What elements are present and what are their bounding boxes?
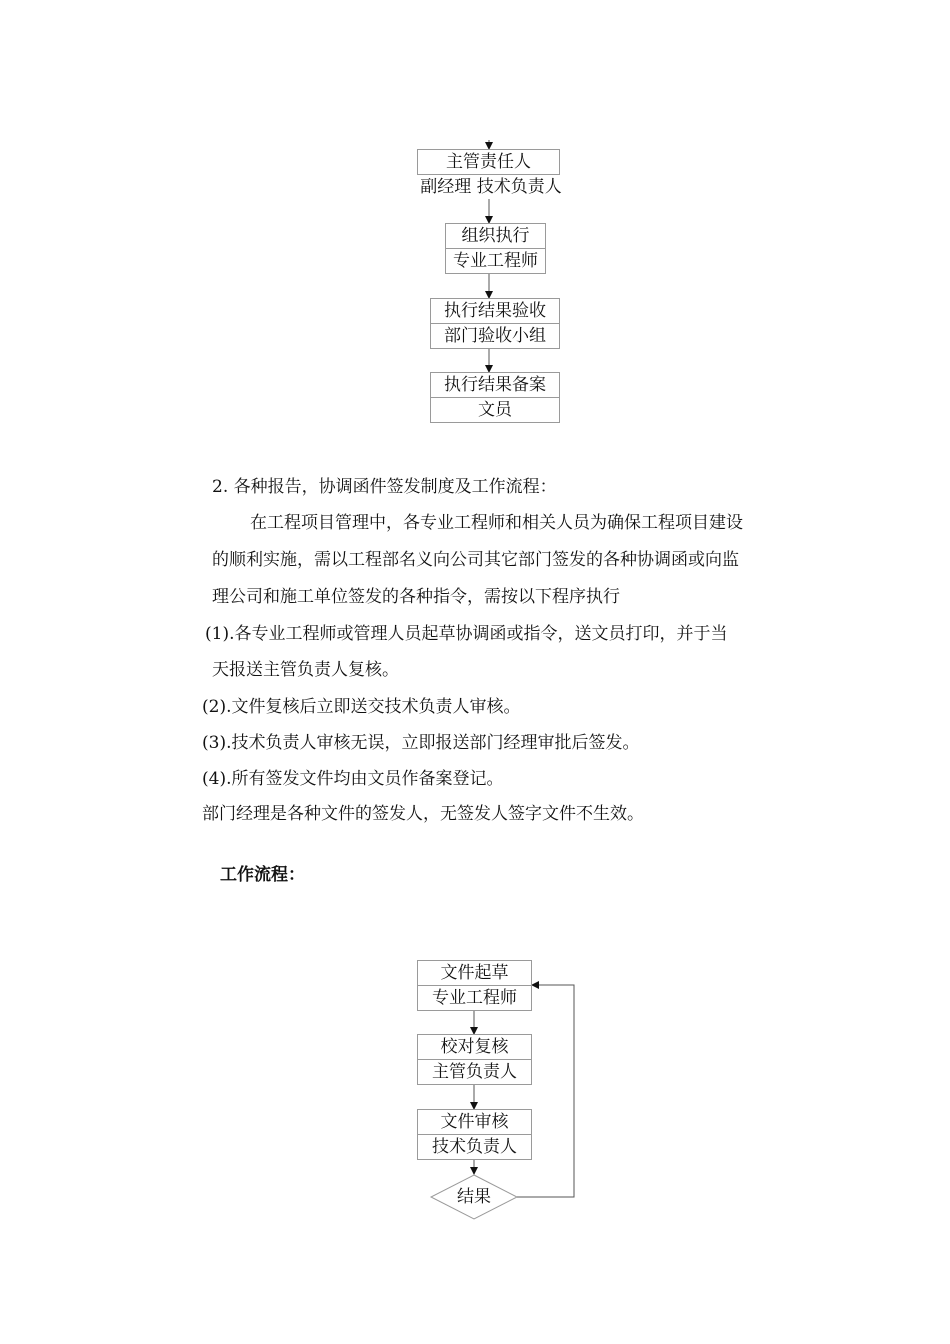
box-title: 文件起草	[440, 963, 509, 983]
box-title: 执行结果备案	[444, 375, 546, 395]
flow2-box-check	[417, 1034, 532, 1085]
decision-label: 结果	[457, 1187, 491, 1207]
box-subtitle: 专业工程师	[418, 985, 531, 1010]
feedback-loop-line	[517, 985, 574, 1197]
paragraph-line: 在工程项目管理中，各专业工程师和相关人员为确保工程项目建设	[250, 513, 743, 533]
list-item: (1).各专业工程师或管理人员起草协调函或指令，送文员打印，并于当	[205, 624, 728, 644]
box-subtitle: 技术负责人	[418, 1134, 531, 1159]
section-heading: 2. 各种报告，协调函件签发制度及工作流程：	[212, 477, 557, 497]
box-title: 文件审核	[440, 1112, 509, 1132]
note-line: 部门经理是各种文件的签发人，无签发人签字文件不生效。	[202, 804, 644, 824]
box-subtitle: 专业工程师	[446, 248, 545, 273]
box-subtitle: 文员	[431, 397, 559, 422]
box-title: 校对复核	[440, 1037, 509, 1057]
paragraph-line: 理公司和施工单位签发的各种指令，需按以下程序执行	[212, 587, 620, 607]
flow2-box-draft	[417, 960, 532, 1011]
list-item-continuation: 天报送主管负责人复核。	[212, 660, 399, 680]
workflow-title: 工作流程：	[220, 865, 305, 885]
flow1-box-execute	[445, 223, 546, 274]
box-title: 主管责任人	[446, 152, 531, 172]
paragraph-line: 的顺利实施，需以工程部名义向公司其它部门签发的各种协调函或向监	[212, 550, 739, 570]
flow1-box-archive	[430, 372, 560, 423]
list-item: (4).所有签发文件均由文员作备案登记。	[202, 769, 504, 789]
flow1-box-acceptance	[430, 298, 560, 349]
box-subtitle: 副经理 技术负责人	[405, 175, 577, 199]
box-subtitle: 主管负责人	[418, 1059, 531, 1084]
list-item: (2).文件复核后立即送交技术负责人审核。	[202, 697, 521, 717]
box-subtitle: 部门验收小组	[431, 323, 559, 348]
list-item: (3).技术负责人审核无误，立即报送部门经理审批后签发。	[202, 733, 640, 753]
flow2-box-review	[417, 1109, 532, 1160]
flow1-box-responsible	[417, 149, 560, 175]
box-title: 组织执行	[461, 226, 530, 246]
box-title: 执行结果验收	[444, 301, 546, 321]
